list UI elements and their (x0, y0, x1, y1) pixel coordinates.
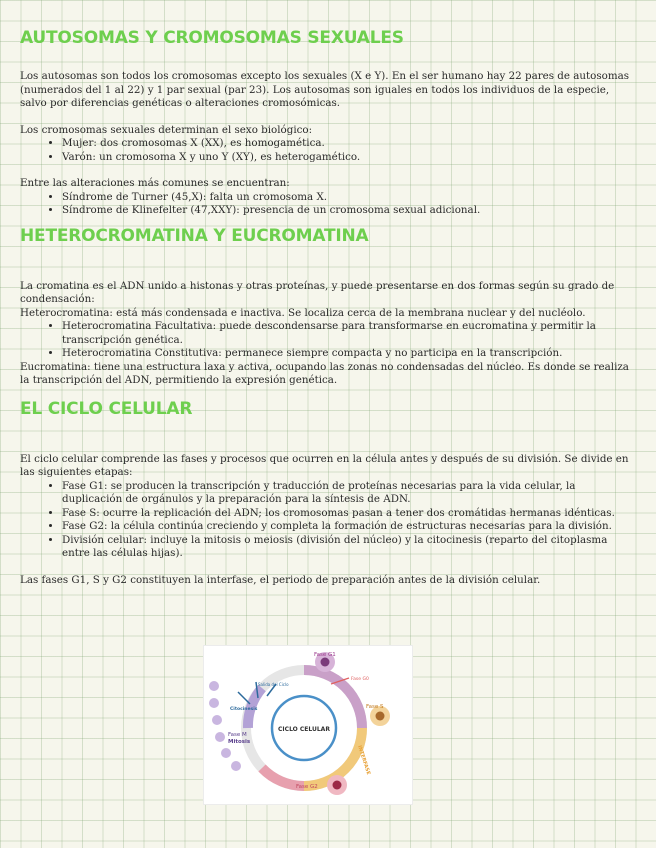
label-citocinesis: Citocinesis (230, 707, 258, 712)
mitosis-cell-icon (209, 681, 219, 691)
label-interfase: INTERFASE (356, 744, 372, 776)
paragraph-interfase: Las fases G1, S y G2 constituyen la interfase, el periodo de preparación antes de la división celular. (20, 573, 541, 586)
paragraph-ciclo: El ciclo celular comprende las fases y procesos que ocurren en la célula antes y después de su división. Se divide en las siguientes etapas: (20, 452, 629, 478)
document-page (20, 28, 638, 587)
list-item: • División celular: incluye la mitosis o meiosis (división del núcleo) y la citocinesis (reparto del citoplasma entre las células hijas). (62, 534, 638, 561)
list-item: • Síndrome de Klinefelter (47,XXY): presencia de un cromosoma sexual adicional. (62, 204, 638, 218)
nucleus-icon (376, 712, 385, 721)
paragraph-eucromatina: Eucromatina: tiene una estructura laxa y activa, ocupando las zonas no condensadas del núcleo. Es donde se realiza la transcripción del ADN, permitiendo la expresión genética. (20, 360, 629, 386)
cell-cycle-diagram (204, 646, 412, 804)
mitosis-cell-icon (212, 715, 222, 725)
label-salida: Salida del Ciclo (258, 682, 289, 687)
list-alterations (20, 191, 638, 218)
label-g1: Fase G1 (314, 652, 336, 658)
label-g2: Fase G2 (296, 784, 318, 790)
list-sex-types (20, 137, 638, 164)
label-mitosis: Mitosis (228, 739, 251, 745)
list-item: • Varón: un cromosoma X y uno Y (XY), es heterogamético. (62, 151, 638, 165)
cell-cycle-figure (203, 645, 413, 805)
section-title-ciclo: EL CICLO CELULAR (20, 398, 193, 419)
nucleus-icon (321, 658, 330, 667)
list-item: • Heterocromatina Constitutiva: permanece siempre compacta y no participa en la transcripción. (62, 347, 638, 361)
mitosis-cell-icon (221, 748, 231, 758)
paragraph-cromatina: La cromatina es el ADN unido a histonas y otras proteínas, y puede presentarse en dos formas según su grado de condensación: (20, 279, 615, 305)
list-item: • Fase G1: se producen la transcripción y traducción de proteínas necesarias para la vida celular, la duplicación de orgánulos y la preparación para la síntesis de ADN. (62, 480, 638, 507)
section-title-autosomas: AUTOSOMAS Y CROMOSOMAS SEXUALES (20, 28, 404, 48)
mitosis-cell-icon (215, 732, 225, 742)
list-heterocromatina (20, 320, 638, 361)
paragraph-autosomas: Los autosomas son todos los cromosomas excepto los sexuales (X e Y). En el ser humano hay 22 pares de autosomas (numerados del 1 al 22) y 1 par sexual (par 23). Los autosomas son iguales en todos los individuos de la especie, salvo por diferencias genéticas o alteraciones cromosómicas. (20, 70, 630, 109)
list-item: • Mujer: dos cromosomas X (XX), es homogamética. (62, 137, 638, 151)
label-s: Fase S (366, 704, 384, 710)
center-label: CICLO CELULAR (278, 726, 330, 733)
list-item: • Síndrome de Turner (45,X): falta un cromosoma X. (62, 191, 638, 205)
mitosis-cell-icon (231, 761, 241, 771)
paragraph-heterocromatina: Heterocromatina: está más condensada e inactiva. Se localiza cerca de la membrana nuclear y del nucléolo. (20, 306, 586, 319)
list-item: • Fase S: ocurre la replicación del ADN; los cromosomas pasan a tener dos cromátidas hermanas idénticas. (62, 507, 638, 521)
list-item: • Fase G2: la célula continúa creciendo y completa la formación de estructuras necesarias para la división. (62, 520, 638, 534)
label-g0: Fase G0 (351, 677, 369, 682)
arrow-icon (238, 692, 250, 704)
nucleus-icon (333, 781, 342, 790)
paragraph-sex-chromosomes: Los cromosomas sexuales determinan el sexo biológico: (20, 123, 313, 136)
section-title-cromatina: HETEROCROMATINA Y EUCROMATINA (20, 225, 369, 246)
mitosis-cell-icon (209, 698, 219, 708)
paragraph-alterations: Entre las alteraciones más comunes se encuentran: (20, 177, 290, 189)
list-item: • Heterocromatina Facultativa: puede descondensarse para transformarse en eucromatina y permitir la transcripción genética. (62, 320, 638, 347)
label-m: Fase M (228, 732, 247, 738)
list-fases (20, 480, 638, 561)
